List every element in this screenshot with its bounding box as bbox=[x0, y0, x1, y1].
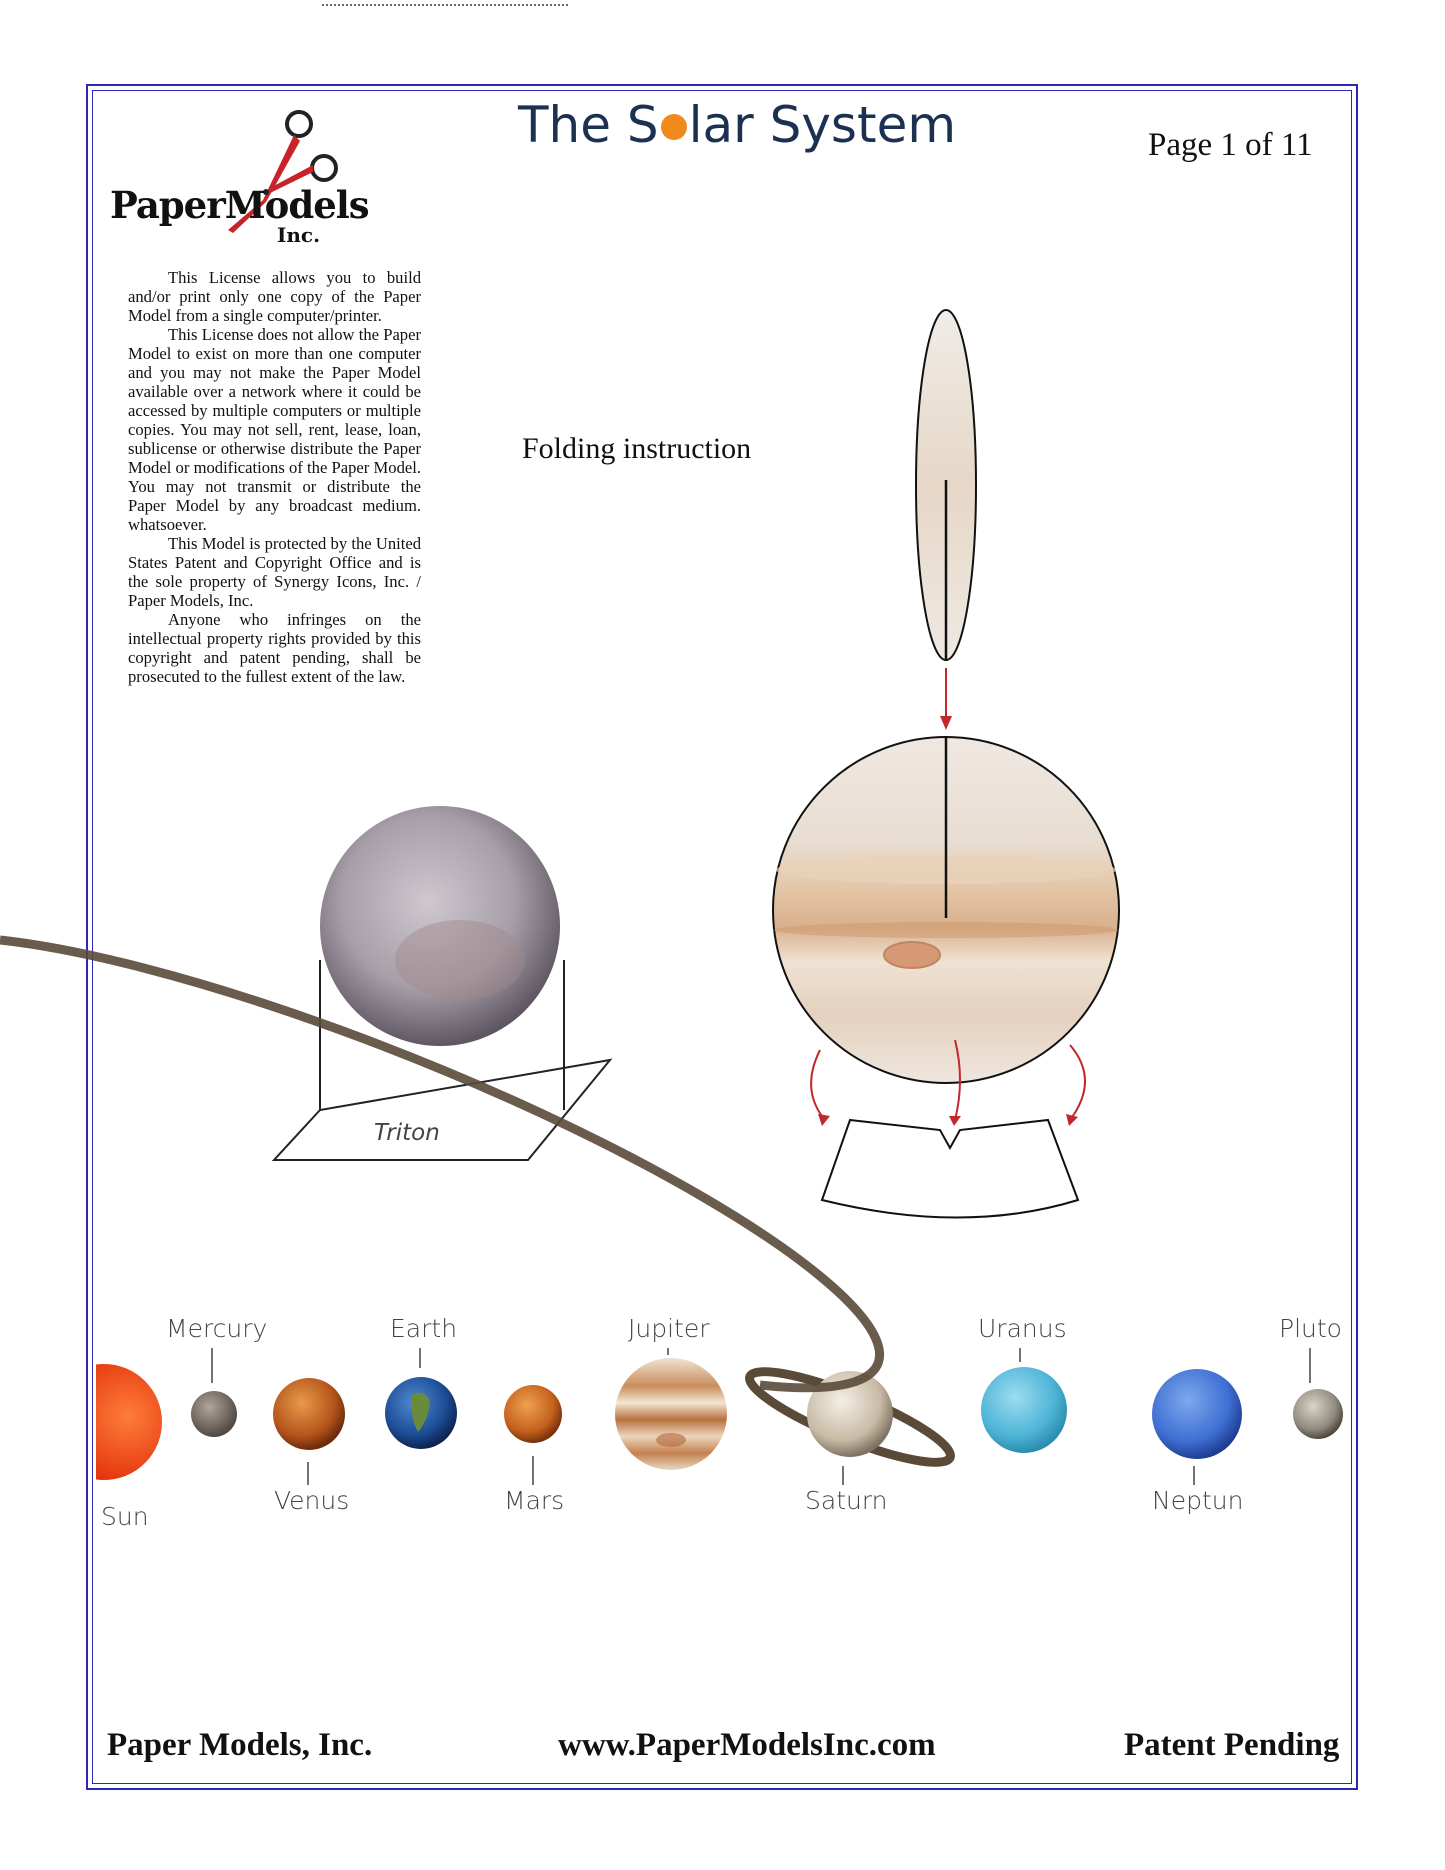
jupiter-icon bbox=[615, 1358, 727, 1470]
earth-label: Earth bbox=[390, 1314, 458, 1343]
arrow-down-icon bbox=[940, 716, 952, 730]
mars-label: Mars bbox=[504, 1486, 565, 1515]
uranus-icon bbox=[981, 1367, 1067, 1453]
saturn-label: Saturn bbox=[805, 1486, 888, 1515]
footer-patent: Patent Pending bbox=[1124, 1727, 1340, 1763]
jupiter-gore-strip bbox=[916, 310, 976, 730]
arrow-icon bbox=[1066, 1114, 1078, 1126]
footer-website[interactable]: www.PaperModelsInc.com bbox=[558, 1727, 936, 1763]
pluto-icon bbox=[1293, 1389, 1343, 1439]
neptune-icon bbox=[1152, 1369, 1242, 1459]
license-paragraph: Anyone who infringes on the intellectual property rights provided by this copyright and patent pending, shall be prosecuted to the fullest extent of the law. bbox=[128, 610, 421, 686]
arrow-icon bbox=[818, 1114, 830, 1126]
footer-company: Paper Models, Inc. bbox=[107, 1727, 373, 1763]
mercury-label: Mercury bbox=[166, 1314, 268, 1343]
sun-icon bbox=[46, 1364, 162, 1480]
page-number: Page 1 of 11 bbox=[1148, 127, 1313, 163]
title-part2: lar System bbox=[688, 96, 957, 154]
base-stand-outline bbox=[822, 1120, 1078, 1218]
venus-label: Venus bbox=[274, 1486, 350, 1515]
triton-stand-diagram bbox=[274, 806, 610, 1160]
mars-icon bbox=[504, 1385, 562, 1443]
title-part1: The S bbox=[518, 96, 659, 154]
neptune-label: Neptun bbox=[1152, 1486, 1244, 1515]
mercury-icon bbox=[191, 1391, 237, 1437]
jupiter-label: Jupiter bbox=[628, 1314, 710, 1343]
license-paragraph: This License does not allow the Paper Model to exist on more than one computer and you may not make the Paper Model available over a network where it could be accessed by multiple computers or multiple copies. You may not sell, rent, lease, loan, sublicense or otherwise distribute the Paper Model or modifications of the Paper Model. You may not transmit or distribute the Paper Model by any broadcast medium. whatsoever. bbox=[128, 325, 421, 534]
pluto-label: Pluto bbox=[1279, 1314, 1342, 1343]
jupiter-sphere-diagram bbox=[773, 737, 1119, 1083]
venus-icon bbox=[273, 1378, 345, 1450]
folding-instruction-label: Folding instruction bbox=[522, 432, 752, 465]
sun-label: Sun bbox=[101, 1502, 149, 1531]
triton-label: Triton bbox=[374, 1120, 440, 1146]
license-paragraph: This License allows you to build and/or print only one copy of the Paper Model from a single computer/printer. bbox=[128, 268, 421, 325]
planet-lineup bbox=[0, 940, 1343, 1480]
logo-brand: PaperModels bbox=[110, 183, 369, 227]
arrow-icon bbox=[949, 1116, 961, 1126]
logo-suffix: Inc. bbox=[277, 223, 321, 247]
license-paragraph: This Model is protected by the United States Patent and Copyright Office and is the sole property of Synergy Icons, Inc. / Paper Models, Inc. bbox=[128, 534, 421, 610]
uranus-label: Uranus bbox=[978, 1314, 1067, 1343]
